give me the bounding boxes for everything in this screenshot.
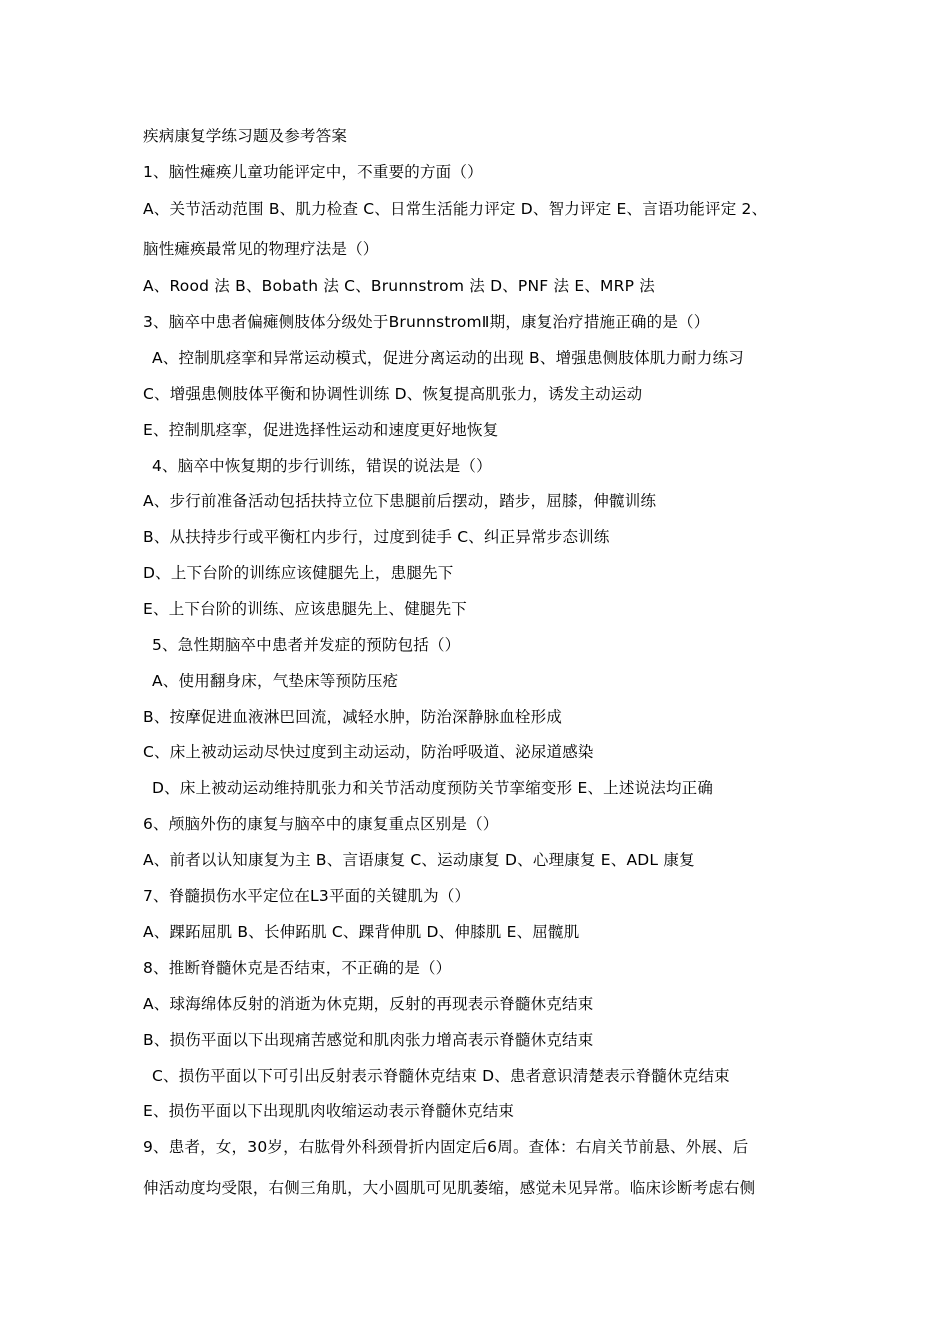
text-line: 6、颅脑外伤的康复与脑卒中的康复重点区别是（） — [143, 815, 499, 833]
text-line: A、踝跖屈肌 B、长伸跖肌 C、踝背伸肌 D、伸膝肌 E、屈髋肌 — [143, 923, 580, 941]
text-line: C、增强患侧肢体平衡和协调性训练 D、恢复提高肌张力，诱发主动运动 — [143, 385, 643, 403]
text-line: 1、脑性瘫痪儿童功能评定中，不重要的方面（） — [143, 163, 483, 181]
text-line: 3、脑卒中患者偏瘫侧肢体分级处于BrunnstromⅡ期，康复治疗措施正确的是（） — [143, 313, 710, 331]
text-line: A、步行前准备活动包括扶持立位下患腿前后摆动，踏步，屈膝，伸髋训练 — [143, 492, 657, 510]
text-line: 7、脊髓损伤水平定位在L3平面的关键肌为（） — [143, 887, 471, 905]
text-line: B、损伤平面以下出现痛苦感觉和肌肉张力增高表示脊髓休克结束 — [143, 1031, 594, 1049]
text-line: 伸活动度均受限，右侧三角肌，大小圆肌可见肌萎缩，感觉未见异常。临床诊断考虑右侧 — [143, 1179, 756, 1197]
text-line: 4、脑卒中恢复期的步行训练，错误的说法是（） — [152, 457, 492, 475]
text-line: B、按摩促进血液淋巴回流，减轻水肿，防治深静脉血栓形成 — [143, 708, 563, 726]
text-line: E、控制肌痉挛，促进选择性运动和速度更好地恢复 — [143, 421, 499, 439]
text-line: 9、患者，女，30岁，右肱骨外科颈骨折内固定后6周。查体：右肩关节前悬、外展、后 — [143, 1138, 749, 1156]
text-line: A、球海绵体反射的消逝为休克期，反射的再现表示脊髓休克结束 — [143, 995, 594, 1013]
text-line: B、从扶持步行或平衡杠内步行，过度到徒手 C、纠正异常步态训练 — [143, 528, 610, 546]
text-line: A、前者以认知康复为主 B、言语康复 C、运动康复 D、心理康复 E、ADL 康复 — [143, 851, 695, 869]
text-line: C、床上被动运动尽快过度到主动运动，防治呼吸道、泌尿道感染 — [143, 743, 594, 761]
text-line: A、关节活动范围 B、肌力检查 C、日常生活能力评定 D、智力评定 E、言语功能评定 2、 — [143, 200, 768, 218]
text-line: D、上下台阶的训练应该健腿先上，患腿先下 — [143, 564, 454, 582]
text-line: 8、推断脊髓休克是否结束，不正确的是（） — [143, 959, 452, 977]
text-line: A、使用翻身床，气垫床等预防压疮 — [152, 672, 399, 690]
text-line: E、损伤平面以下出现肌肉收缩运动表示脊髓休克结束 — [143, 1102, 515, 1120]
text-line: 脑性瘫痪最常见的物理疗法是（） — [143, 240, 379, 258]
text-line: C、损伤平面以下可引出反射表示脊髓休克结束 D、患者意识清楚表示脊髓休克结束 — [152, 1067, 730, 1085]
text-line: 5、急性期脑卒中患者并发症的预防包括（） — [152, 636, 461, 654]
text-line: A、控制肌痉挛和异常运动模式，促进分离运动的出现 B、增强患侧肢体肌力耐力练习 — [152, 349, 744, 367]
text-line: E、上下台阶的训练、应该患腿先上、健腿先下 — [143, 600, 467, 618]
text-line: D、床上被动运动维持肌张力和关节活动度预防关节挛缩变形 E、上述说法均正确 — [152, 779, 714, 797]
text-line: A、Rood 法 B、Bobath 法 C、Brunnstrom 法 D、PNF 法 E、MRP 法 — [143, 277, 655, 295]
document-title: 疾病康复学练习题及参考答案 — [143, 127, 348, 145]
